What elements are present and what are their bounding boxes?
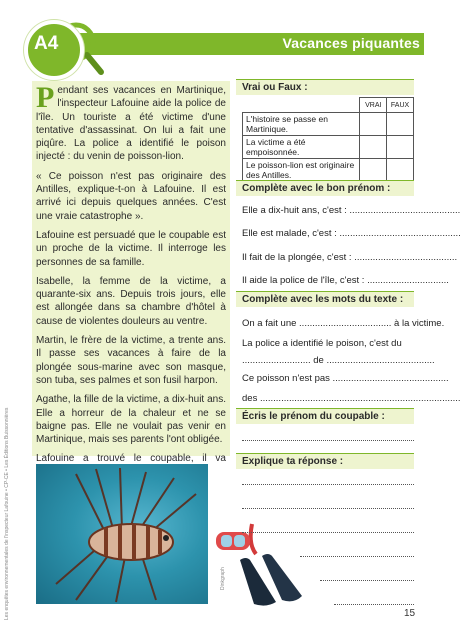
faux-checkbox[interactable] [387,159,414,182]
explique-heading: Explique ta réponse : [236,453,414,469]
table-row [243,136,414,159]
answer-line[interactable] [242,440,414,441]
fill-line[interactable]: Ce poisson n'est pas ............................................ [242,373,449,384]
fill-line[interactable]: Elle a dix-huit ans, c'est : .......................................... [242,205,461,216]
vrai-checkbox[interactable] [360,113,387,136]
statement: Le poisson-lion est originaire des Antilles. [243,159,360,182]
story-paragraph: Martin, le frère de la victime, a trente ans. Il passe ses vacances à faire de la plongée sous-marine avec son masque, son tuba, ses palmes et son fusil harpon. [36,335,226,386]
answer-line[interactable] [300,556,414,557]
activity-badge-label: A4 [34,33,59,54]
vrai-checkbox[interactable] [360,159,387,182]
fill-line[interactable]: Il aide la police de l'île, c'est : ............................... [242,275,449,286]
vrai-checkbox[interactable] [360,136,387,159]
fill-line[interactable]: Il fait de la plongée, c'est : ....................................... [242,252,458,263]
page-title: Vacances piquantes [282,35,420,51]
photo-credit: Dinkgraph [220,567,226,590]
story-paragraph: Agathe, la fille de la victime, a dix-huit ans. Elle a horreur de la chaleur et ne se baigne pas. Elle ne voulait pas venir en Martinique, mais ses parents l'ont obligée. [36,394,226,446]
side-credit: Les enquêtes environnementales de l'inspecteur Lafouine • CP-CE • Les Éditions Buissonnières [4,407,10,620]
diving-gear-illustration [212,520,312,610]
fill-line: La police a identifié le poison, c'est du [242,338,402,349]
fill-line[interactable]: Elle est malade, c'est : .............................................. [242,228,461,239]
faux-checkbox[interactable] [387,113,414,136]
fill-line[interactable]: .......................... de ......................................... [242,355,435,366]
col-faux: FAUX [387,98,414,113]
vrai-faux-table [242,97,414,182]
statement: L'histoire se passe en Martinique. [243,113,360,136]
drop-cap: P [36,81,55,114]
answer-line[interactable] [242,508,414,509]
story-paragraph: Isabelle, la femme de la victime, a quarante-six ans. Depuis trois jours, elle est allongée dans sa chambre d'hôtel à cause de violentes douleurs au ventre. [36,275,226,327]
fill-line[interactable]: On a fait une ................................... à la victime. [242,318,445,329]
vrai-faux-heading: Vrai ou Faux : [236,79,414,95]
story-paragraph: Pendant ses vacances en Martinique, l'inspecteur Lafouine aide la police de l'île. Un touriste a été victime d'une tentative d'assassinat. On lui a fait une piqûre. La police a identifié le poison injecté : du venin de poisson-lion. [36,81,226,163]
answer-line[interactable] [242,532,414,533]
story-paragraph: Lafouine a trouvé le coupable, il va [36,453,226,465]
coupable-heading: Écris le prénom du coupable : [236,408,414,424]
lionfish-illustration [36,464,208,604]
table-row [243,113,414,136]
story-paragraph: Lafouine est persuadé que le coupable est un proche de la victime. Il interroge les personnes de sa famille. [36,229,226,268]
prenom-heading: Complète avec le bon prénom : [236,180,414,196]
page-number: 15 [404,608,416,619]
faux-checkbox[interactable] [387,136,414,159]
statement: La victime a été empoisonnée. [243,136,360,159]
col-vrai: VRAI [360,98,387,113]
lionfish-photo [36,464,208,604]
mots-heading: Complète avec les mots du texte : [236,291,414,307]
table-row [243,159,414,182]
story-text [36,81,226,485]
answer-line[interactable] [334,604,414,605]
story-paragraph: « Ce poisson n'est pas originaire des Antilles, explique-t-on à Lafouine. Il est arrivé ici depuis quelques années. C'est une vraie catastrophe ». [36,170,226,222]
answer-line[interactable] [242,484,414,485]
answer-line[interactable] [320,580,414,581]
fill-line[interactable]: des ............................................................................ [242,393,461,404]
